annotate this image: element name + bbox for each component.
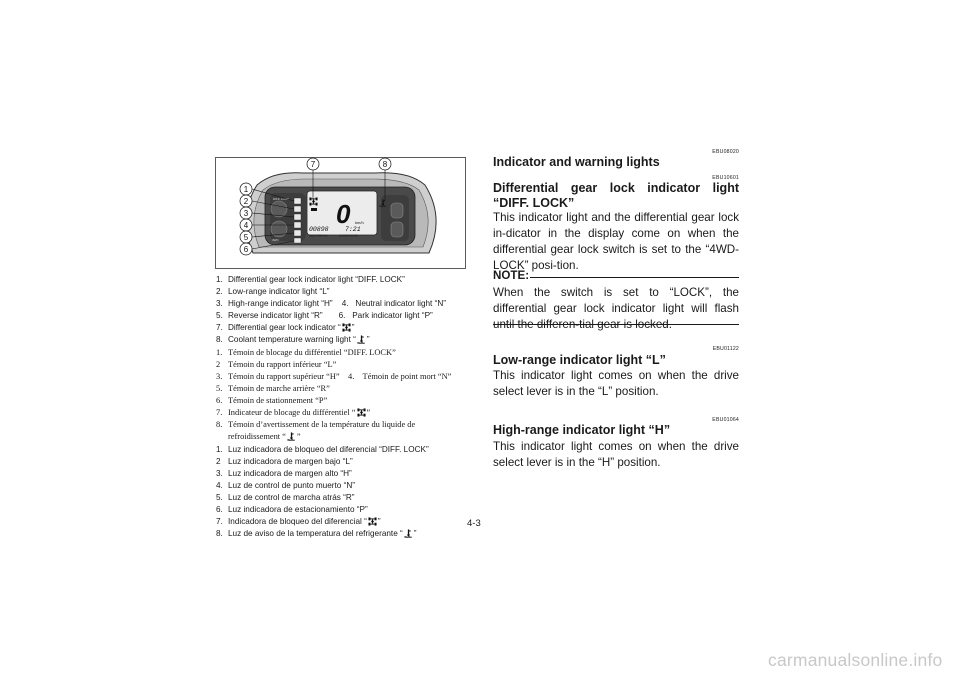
caption-en-1: 1. Differential gear lock indicator light “DIFF. LOCK” (216, 275, 405, 284)
note-rule-top (530, 277, 739, 278)
callout-1: 1 (243, 185, 249, 194)
section-title: High-range indicator light “H” (493, 423, 671, 437)
lcd-speed-unit: km/h (355, 220, 364, 225)
lcd-mode-right: CLOCK HOUR (339, 233, 358, 238)
caption-fr-7: 7. Indicateur de blocage du différentiel “ ” (216, 408, 371, 417)
caption-es-7: 7. Indicadora de bloqueo del diferencial “ ” (216, 517, 381, 526)
callout-2: 2 (243, 197, 249, 206)
section-body: This indicator light comes on when the drive select lever is in the “L” position. (493, 369, 739, 398)
section-code: EBU01064 (712, 417, 739, 423)
lcd-mode-left: ODO TRIP A B (309, 233, 328, 238)
coolant-temp-icon (287, 432, 296, 441)
caption-fr-5: 5. Témoin de marche arrière “R” (216, 384, 330, 393)
caption-en-2: 2. Low-range indicator light “L” (216, 287, 330, 296)
caption-fr-6: 6. Témoin de stationnement “P” (216, 396, 328, 405)
callout-3: 3 (243, 209, 249, 218)
note-label: NOTE: (493, 269, 530, 282)
caption-fr-8: 8. Témoin d’avertissement de la température du liquide de (216, 420, 416, 429)
caption-es-5: 5. Luz de control de marcha atrás “R” (216, 493, 355, 502)
caption-es-1: 1. Luz indicadora de bloqueo del diferencial “DIFF. LOCK” (216, 445, 429, 454)
caption-es-4: 4. Luz de control de punto muerto “N” (216, 481, 355, 490)
section-body: This indicator light and the differential gear lock in-dicator in the display come on when the differential gear lock switch is set to the “4WD-LOCK” posi-tion. (493, 211, 739, 272)
caption-en-5: 5. Reverse indicator light “R” 6. Park indicator light “P” (216, 311, 433, 320)
instrument-cluster-illustration (215, 157, 466, 269)
lcd-clock: 7:21 (345, 226, 361, 233)
caption-fr-1: 1. Témoin de blocage du différentiel “DIFF. LOCK” (216, 348, 396, 357)
diff-lock-icon (368, 517, 377, 526)
coolant-temp-icon (357, 335, 366, 344)
watermark: carmanualsonline.info (768, 650, 943, 670)
note-rule-bottom (493, 324, 739, 325)
lcd-speed: 0 (336, 199, 351, 229)
diff-lock-icon (357, 408, 366, 417)
section-code: EBU10601 (712, 175, 739, 181)
callout-7: 7 (310, 160, 316, 169)
caption-en-7: 7. Differential gear lock indicator “ ” (216, 323, 355, 332)
section-code: EBU08020 (712, 149, 739, 155)
caption-fr-2: 2 Témoin du rapport inférieur “L” (216, 360, 337, 369)
caption-fr-8-cont: refroidissement “ ” (228, 432, 301, 441)
lcd-odometer: 00898 (309, 226, 329, 233)
caption-en-8: 8. Coolant temperature warning light “ ” (216, 335, 370, 344)
callout-5: 5 (243, 233, 249, 242)
caption-en-3: 3. High-range indicator light “H” 4. Neutral indicator light “N” (216, 299, 446, 308)
section-title: Indicator and warning lights (493, 155, 660, 169)
diff-lock-label: DIFF. LOCK (273, 197, 290, 201)
diff-lock-icon (342, 323, 351, 332)
callout-8: 8 (382, 160, 388, 169)
coolant-temp-icon (404, 529, 413, 538)
section-body: This indicator light comes on when the drive select lever is in the “H” position. (493, 440, 739, 469)
caption-es-3: 3. Luz indicadora de margen alto “H” (216, 469, 352, 478)
page-number: 4-3 (467, 518, 481, 529)
section-title: Low-range indicator light “L” (493, 353, 666, 367)
4wd-label: 4WD (272, 238, 279, 242)
section-title: Differential gear lock indicator light “DIFF. LOCK” (493, 181, 739, 210)
caption-es-8: 8. Luz de aviso de la temperatura del refrigerante “ ” (216, 529, 417, 538)
caption-es-2: 2 Luz indicadora de margen bajo “L” (216, 457, 353, 466)
note-body: When the switch is set to “LOCK”, the differential gear lock indicator light will flash until the differen-tial gear is locked. (493, 286, 739, 331)
section-code: EBU01122 (712, 346, 739, 352)
callout-6: 6 (243, 245, 249, 254)
callout-4: 4 (243, 221, 249, 230)
caption-fr-3: 3. Témoin du rapport supérieur “H” 4. Témoin de point mort “N” (216, 372, 452, 381)
caption-es-6: 6. Luz indicadora de estacionamiento “P” (216, 505, 368, 514)
